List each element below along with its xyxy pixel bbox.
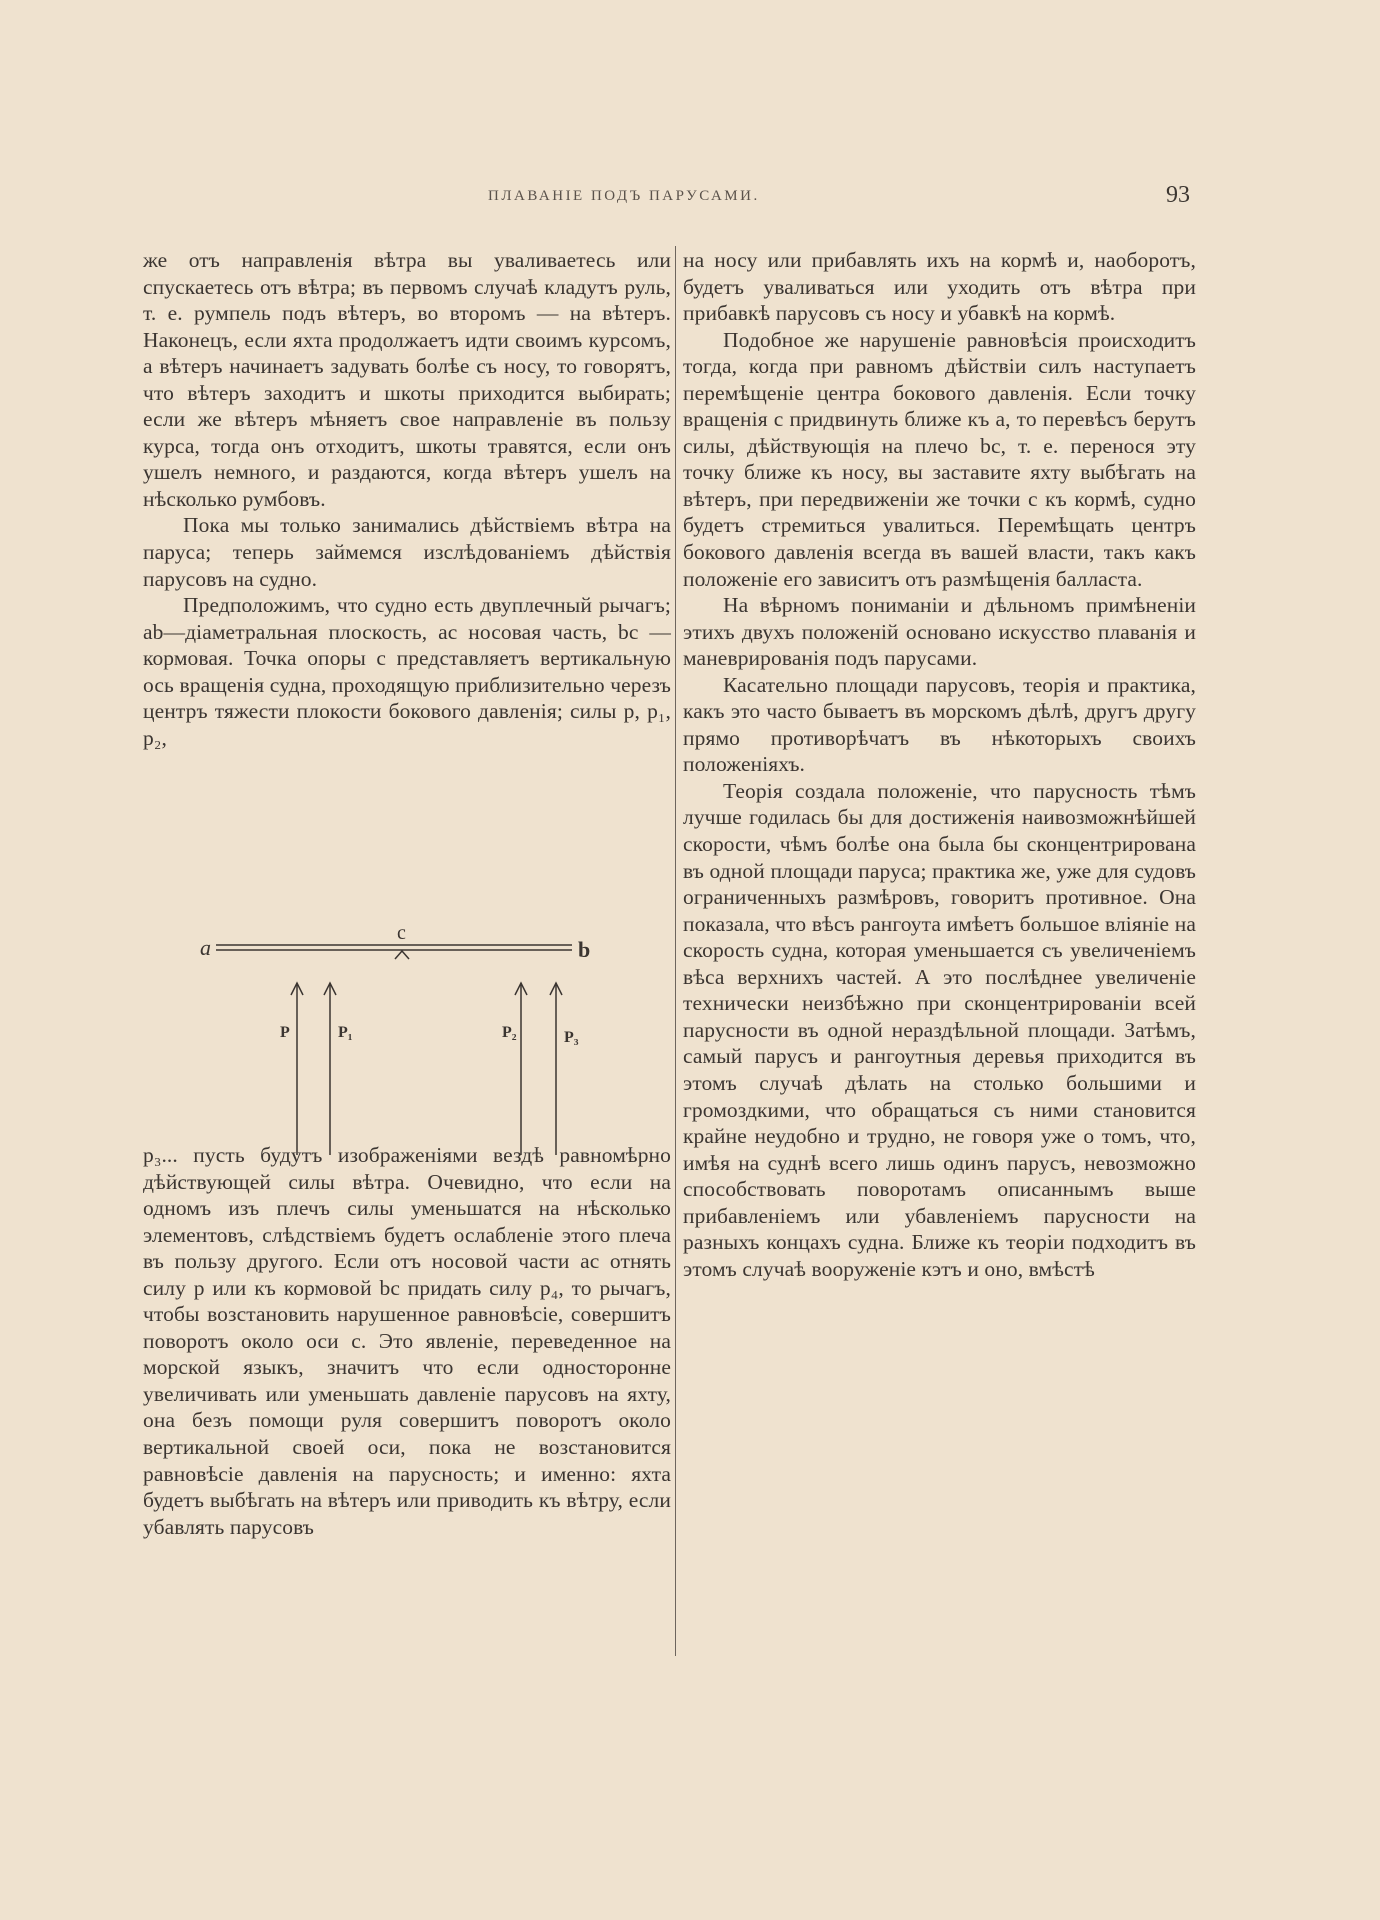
- right-column: [683, 247, 1196, 1282]
- paragraph: На вѣрномъ пониманіи и дѣльномъ примѣненіи этихъ двухъ положеній основано искусство плаванія и маневрированія подъ парусами.: [683, 593, 1196, 671]
- page-header: [0, 182, 1380, 216]
- paragraph: Предположимъ, что судно есть двуплечный рычагъ; ab—діаметральная плоскость, ac носовая часть, bc — кормовая. Точка опоры c представляетъ вертикальную ось вращенія судна, проходящую приблизительно черезъ центръ тяжести плокости бокового давленія; силы p, p₁, p₂,: [143, 593, 671, 750]
- paragraph: Теорія создала положеніе, что парусность тѣмъ лучше годилась бы для достиженія наивозможнѣйшей скорости, чѣмъ болѣе она была бы сконцентрирована въ одной площади паруса; практика же, уже для судовъ ограниченныхъ размѣровъ, говоритъ противное. Она показала, что вѣсъ рангоута имѣетъ большое вліяніе на скорость судна, которая уменьшается съ увеличеніемъ вѣса верхнихъ частей. А это послѣднее увеличеніе технически неизбѣжно при сконцентрированіи всей парусности въ одной нераздѣльной площади. Затѣмъ, самый парусъ и рангоутныя деревья приходится въ этомъ случаѣ дѣлать на столько большими и громоздкими, что обращаться съ ними становится крайне неудобно и трудно, не говоря уже о томъ, что, имѣя на суднѣ всего лишь одинъ парусъ, невозможно способствовать поворотамъ описаннымъ выше прибавленіемъ или убавленіемъ парусности на разныхъ концахъ судна. Ближе къ теоріи подходитъ въ этомъ случаѣ вооруженіе кэтъ и оно, вмѣстѣ: [683, 778, 1196, 1281]
- fulcrum-mark: [395, 951, 409, 959]
- lever-diagram: [190, 915, 610, 1155]
- label-p: P: [280, 1024, 290, 1041]
- page-number: 93: [1166, 182, 1190, 208]
- left-column-continued: [143, 1142, 671, 1540]
- label-a: a: [200, 935, 211, 960]
- column-divider: [675, 246, 676, 1656]
- running-title: ПЛАВАНІЕ ПОДЪ ПАРУСАМИ.: [488, 188, 760, 204]
- label-p3: P₃: [564, 1029, 579, 1046]
- left-column: [143, 247, 671, 1539]
- label-b: b: [578, 937, 591, 962]
- paragraph: же отъ направленія вѣтра вы уваливаетесь или спускаетесь отъ вѣтра; въ первомъ случаѣ кладутъ руль, т. е. румпель подъ вѣтеръ, во второмъ — на вѣтеръ. Наконецъ, если яхта продолжаетъ идти своимъ курсомъ, а вѣтеръ начинаетъ задувать болѣе съ носу, то говорятъ, что вѣтеръ заходитъ и шкоты приходится выбирать; если же вѣтеръ мѣняетъ свое направленіе въ пользу курса, тогда онъ отходитъ, шкоты травятся, если онъ ушелъ немного, и раздаются, когда вѣтеръ ушелъ на нѣсколько румбовъ.: [143, 248, 671, 511]
- paragraph: Касательно площади парусовъ, теорія и практика, какъ это часто бываетъ въ морскомъ дѣлѣ, другъ другу прямо противорѣчатъ въ нѣкоторыхъ своихъ положеніяхъ.: [683, 672, 1196, 777]
- label-c: c: [397, 922, 406, 944]
- paragraph: Пока мы только занимались дѣйствіемъ вѣтра на паруса; теперь займемся изслѣдованіемъ дѣйствія парусовъ на судно.: [143, 513, 671, 591]
- lever-diagram-svg: [190, 915, 610, 1155]
- paragraph: Подобное же нарушеніе равновѣсія происходитъ тогда, когда при равномъ дѣйствіи силъ наступаетъ перемѣщеніе центра бокового давленія. Если точку вращенія c придвинуть ближе къ a, то перевѣсъ берутъ силы, дѣйствующія на плечо bc, т. е. перенося эту точку ближе къ носу, вы заставите яхту выбѣгать на вѣтеръ, при передвиженіи же точки c къ кормѣ, судно будетъ стремиться увалиться. Перемѣщать центръ бокового давленія всегда въ вашей власти, такъ какъ положеніе его зависитъ отъ размѣщенія балласта.: [683, 327, 1196, 591]
- label-p2: P₂: [502, 1024, 517, 1041]
- paragraph: на носу или прибавлять ихъ на кормѣ и, наоборотъ, будетъ уваливаться или уходить отъ вѣтра при прибавкѣ парусовъ съ носу и убавкѣ на кормѣ.: [683, 248, 1196, 326]
- paragraph: p₃... пусть будутъ изображеніями вездѣ равномѣрно дѣйствующей силы вѣтра. Очевидно, что если на одномъ изъ плечъ силы уменьшатся на нѣсколько элементовъ, слѣдствіемъ будетъ ослабленіе этого плеча въ пользу другого. Если отъ носовой части ac отнять силу p или къ кормовой bc придать силу p₄, то рычагъ, чтобы возстановить нарушенное равновѣсіе, совершитъ поворотъ около оси c. Это явленіе, переведенное на морской языкъ, значитъ что если односторонне увеличивать или уменьшать давленіе парусовъ на яхту, она безъ помощи руля совершитъ поворотъ около вертикальной своей оси, пока не возстановится равновѣсіе давленія на парусность; и именно: яхта будетъ выбѣгать на вѣтеръ или приводить къ вѣтру, если убавлять парусовъ: [143, 1143, 671, 1539]
- label-p1: P₁: [338, 1024, 353, 1041]
